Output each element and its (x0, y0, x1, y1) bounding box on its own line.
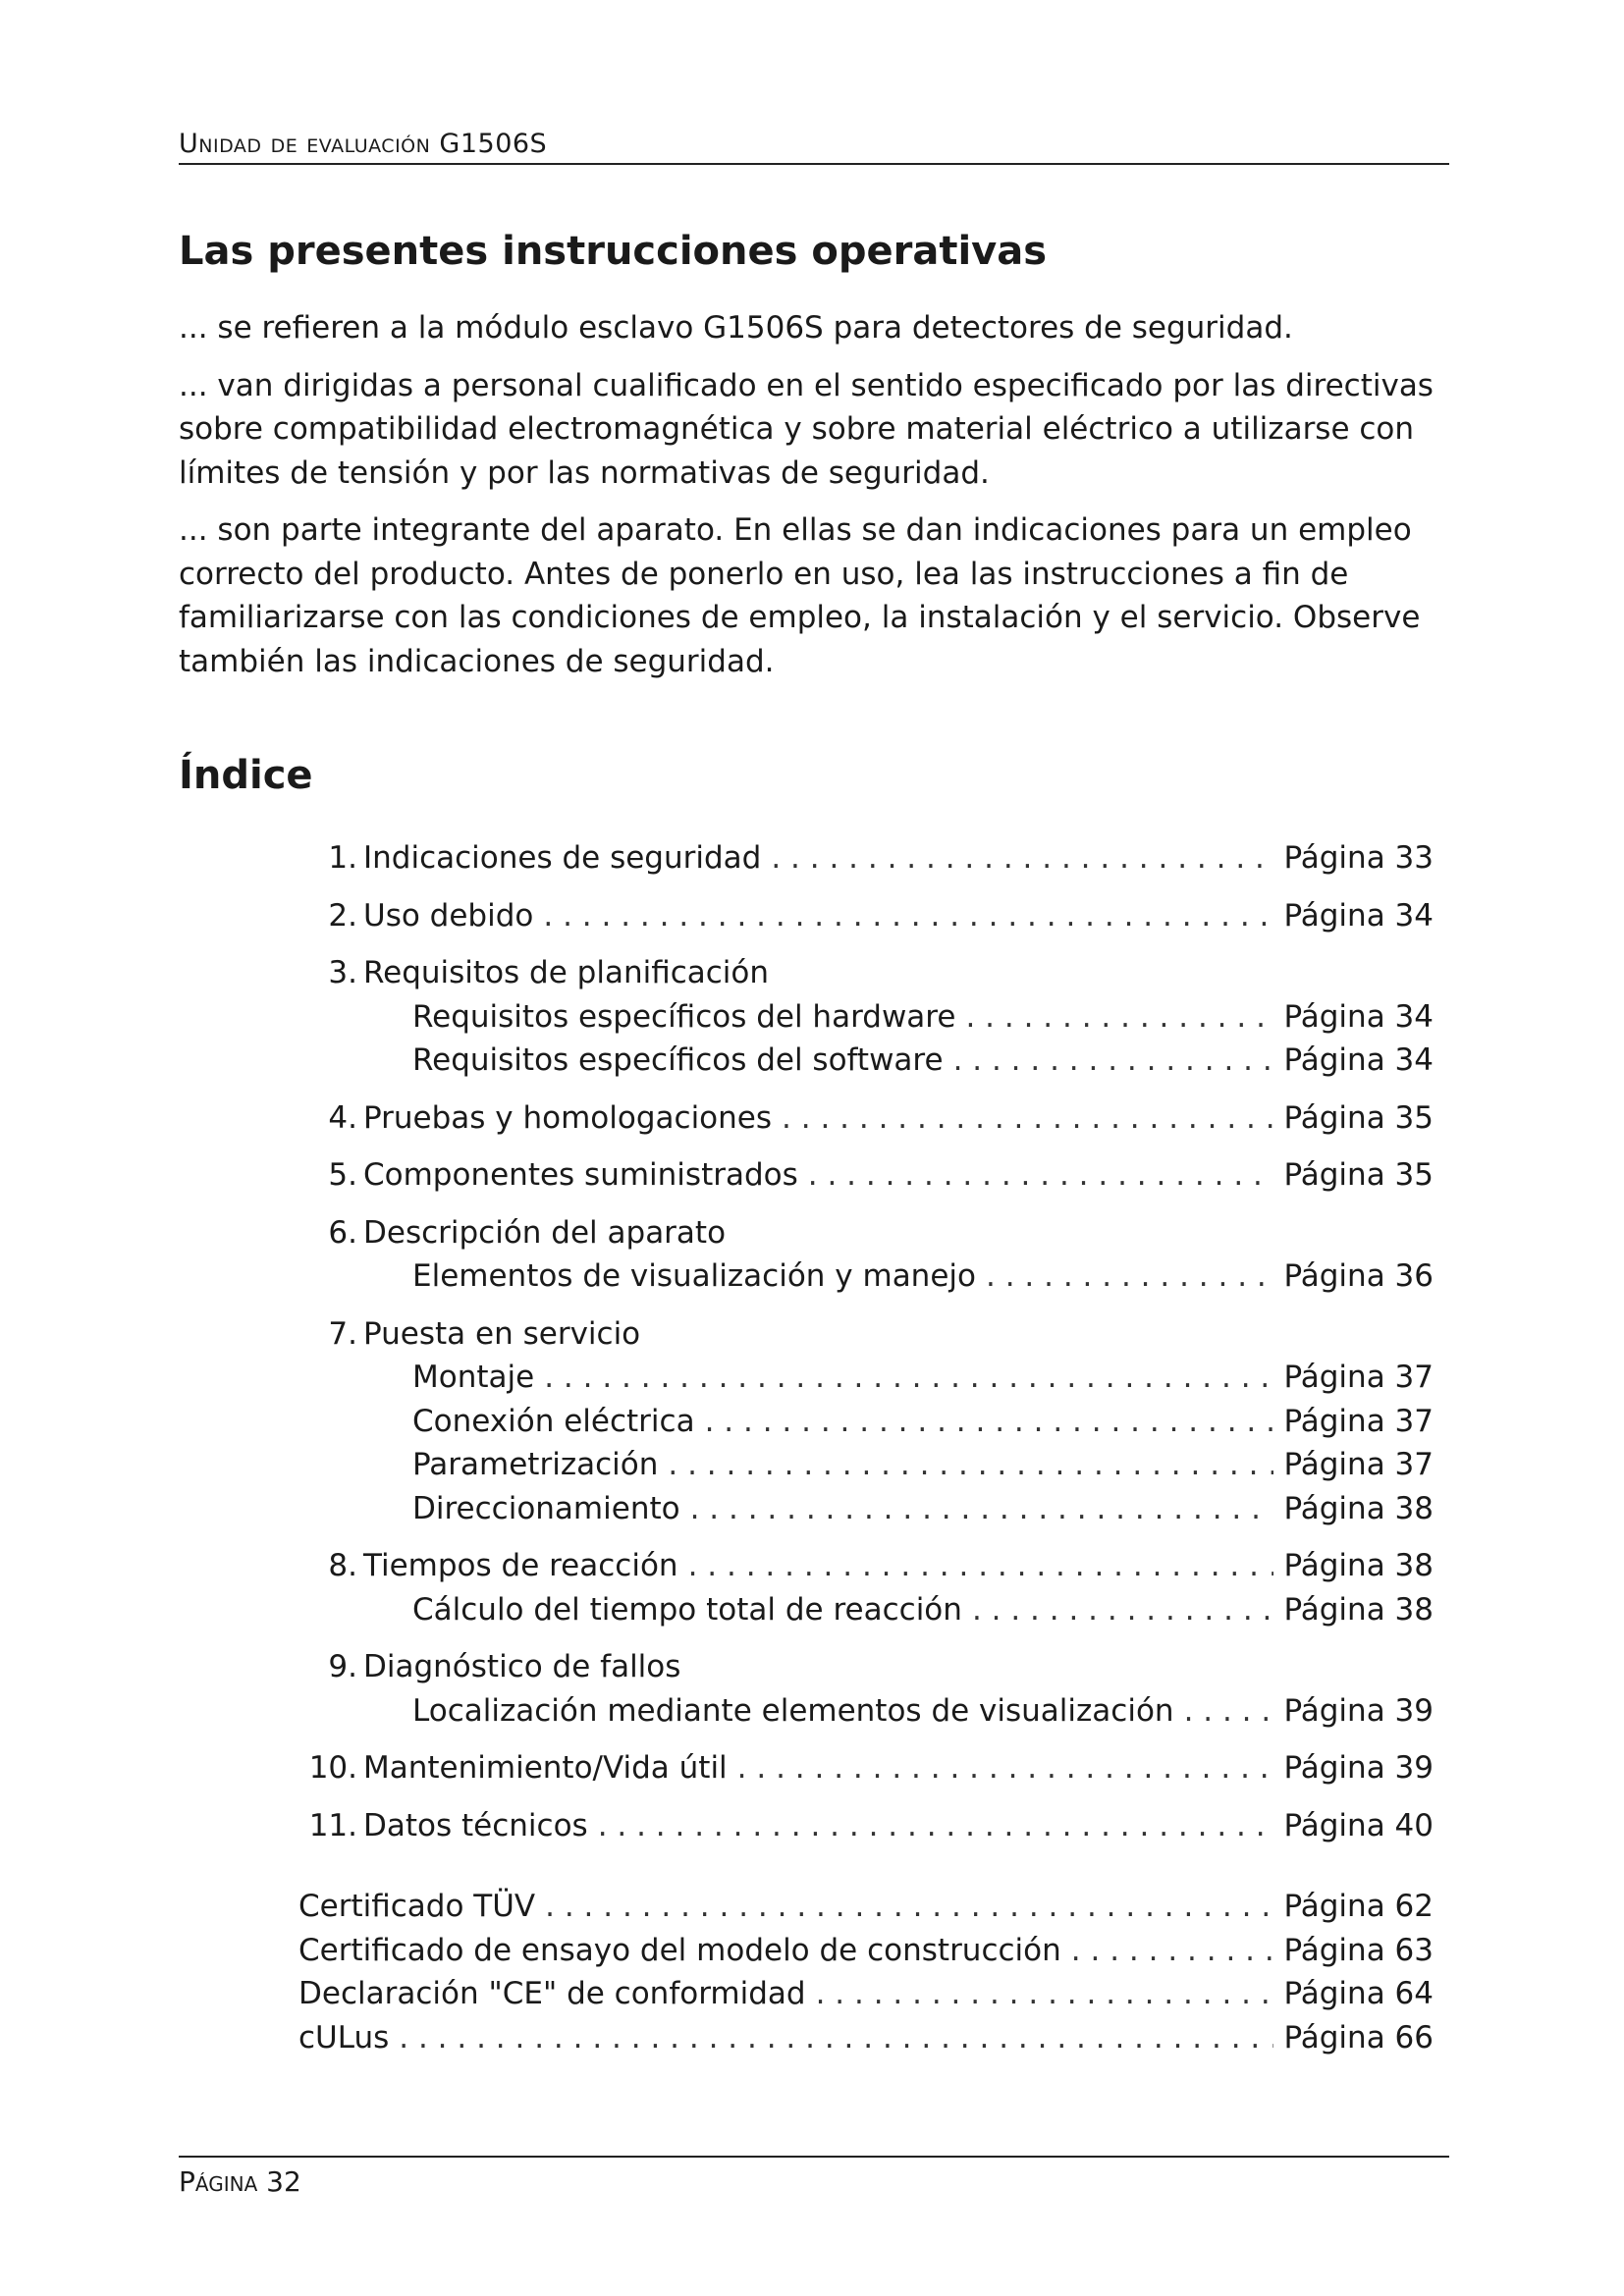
toc-entry-page: Página 40 (1283, 1807, 1434, 1843)
toc-entry-line (298, 1312, 1434, 1357)
toc-entry-label: Pruebas y homologaciones (363, 1099, 773, 1136)
toc-entry-label: Requisitos específicos del hardware (412, 998, 956, 1035)
toc-subentry (298, 995, 1434, 1040)
toc-appendix-entry (298, 2016, 1434, 2060)
toc-appendix-entry (298, 1972, 1434, 2016)
toc-entry-number: 8. (328, 1548, 357, 1583)
toc-entry-line (298, 894, 1434, 938)
toc-entry (298, 894, 1434, 938)
toc-entry-number: 3. (328, 955, 357, 990)
intro-paragraph: ... son parte integrante del aparato. En ellas se dan indicaciones para un empleo correcto del producto. Antes de ponerlo en uso, lea las instrucciones a fin de familiarizarse con las condiciones de empleo, la instalación y el servicio. Observe también las indicaciones de seguridad. (179, 512, 1421, 679)
toc-subentry (298, 1689, 1434, 1734)
toc-entry-number: 2. (328, 897, 357, 934)
toc-entry-number: 7. (328, 1315, 357, 1352)
toc-entry-page: Página 64 (1283, 1976, 1434, 2011)
toc-entry-page: Página 62 (1283, 1889, 1434, 1924)
toc-entry-line (298, 1746, 1434, 1790)
toc-leader-dots (965, 995, 1273, 1040)
toc-entry-line (298, 1544, 1434, 1588)
intro-paragraph: ... se refieren a la módulo esclavo G1506S para detectores de seguridad. (179, 310, 1293, 346)
toc-entry-page: Página 37 (1283, 1447, 1434, 1482)
table-of-contents (298, 836, 1434, 1861)
toc-entry (298, 951, 1434, 1083)
toc-entry-label: Parametrización (412, 1447, 659, 1482)
toc-entry-number: 11. (308, 1807, 357, 1843)
toc-entry-label: Montaje (412, 1360, 535, 1395)
toc-subentry (298, 1039, 1434, 1083)
toc-subentry (298, 1255, 1434, 1299)
toc-entry-page: Página 34 (1283, 1042, 1434, 1078)
toc-entry-label: Direccionamiento (412, 1490, 680, 1526)
toc-leader-dots (545, 1885, 1273, 1929)
toc-entry (298, 1153, 1434, 1198)
toc-leader-dots (808, 1153, 1274, 1198)
toc-entry-line (298, 1645, 1434, 1689)
toc-subentry (298, 1356, 1434, 1400)
toc-leader-dots (598, 1804, 1274, 1848)
toc-entry-line (298, 1211, 1434, 1255)
running-header (179, 129, 1449, 165)
toc-entry (298, 836, 1434, 881)
toc-leader-dots (1184, 1689, 1274, 1734)
toc-leader-dots (737, 1746, 1274, 1790)
toc-entry-label: Declaración "CE" de conformidad (298, 1976, 806, 2011)
toc-entry-label: Uso debido (363, 897, 534, 934)
toc-entry-number: 4. (328, 1099, 357, 1136)
toc-entry-line (298, 1153, 1434, 1198)
toc-entry-page: Página 33 (1283, 840, 1434, 876)
toc-entry-label: Mantenimiento/Vida útil (363, 1750, 728, 1786)
toc-entry-page: Página 38 (1283, 1490, 1434, 1526)
toc-entry-label: Indicaciones de seguridad (363, 840, 762, 876)
toc-entry-label: Certificado de ensayo del modelo de construcción (298, 1932, 1061, 1968)
toc-entry-number: 9. (328, 1649, 357, 1684)
toc-entry-label: cULus (298, 2019, 390, 2056)
toc-entry (298, 1211, 1434, 1299)
toc-appendix-entry (298, 1929, 1434, 1973)
toc-entry (298, 1746, 1434, 1790)
toc-entry-number: 10. (308, 1750, 357, 1786)
toc-entry-label: Diagnóstico de fallos (363, 1649, 681, 1684)
toc-leader-dots (543, 894, 1273, 938)
toc-entry-page: Página 35 (1283, 1157, 1434, 1193)
toc-entry-line (298, 951, 1434, 995)
toc-entry-label: Puesta en servicio (363, 1315, 641, 1352)
toc-entry-page: Página 34 (1283, 998, 1434, 1035)
toc-entry-label: Elementos de visualización y manejo (412, 1258, 976, 1294)
toc-entry-label: Componentes suministrados (363, 1157, 798, 1193)
running-footer (179, 2156, 1449, 2199)
toc-subentry (298, 1588, 1434, 1632)
toc-appendix-entry (298, 1885, 1434, 1929)
toc-entry-label: Cálculo del tiempo total de reacción (412, 1591, 962, 1628)
toc-entry-page: Página 37 (1283, 1360, 1434, 1395)
toc-subentry (298, 1443, 1434, 1487)
toc-entry-page: Página 39 (1283, 1692, 1434, 1729)
toc-entry-label: Descripción del aparato (363, 1214, 727, 1251)
toc-entry (298, 1312, 1434, 1531)
toc-entry (298, 1645, 1434, 1733)
toc-entry-label: Certificado TÜV (298, 1889, 536, 1924)
toc-leader-dots (399, 2016, 1273, 2060)
toc-leader-dots (986, 1255, 1273, 1299)
toc-entry-page: Página 37 (1283, 1403, 1434, 1439)
toc-entry (298, 1096, 1434, 1141)
toc-leader-dots (544, 1356, 1273, 1400)
toc-entry-page: Página 36 (1283, 1258, 1434, 1294)
toc-entry-number: 6. (328, 1214, 357, 1251)
toc-entry-label: Requisitos específicos del software (412, 1042, 944, 1078)
toc-entry-label: Datos técnicos (363, 1807, 588, 1843)
toc-entry-number: 1. (328, 840, 357, 876)
toc-leader-dots (816, 1972, 1274, 2016)
toc-leader-dots (1071, 1929, 1274, 1973)
toc-entry-page: Página 66 (1283, 2019, 1434, 2056)
toc-entry-page: Página 35 (1283, 1099, 1434, 1136)
toc-entry-label: Requisitos de planificación (363, 955, 770, 990)
toc-leader-dots (782, 1096, 1273, 1141)
toc-entry-label: Localización mediante elementos de visualización (412, 1692, 1174, 1729)
toc-entry-number: 5. (328, 1157, 357, 1193)
toc-entry-label: Tiempos de reacción (363, 1548, 678, 1583)
toc-entry-line (298, 1096, 1434, 1141)
toc-subentry (298, 1487, 1434, 1531)
toc-leader-dots (705, 1400, 1274, 1444)
toc-entry (298, 1804, 1434, 1848)
toc-entry-label: Conexión eléctrica (412, 1403, 695, 1439)
toc-appendix (298, 1885, 1434, 2059)
toc-subentry (298, 1400, 1434, 1444)
toc-entry-page: Página 38 (1283, 1591, 1434, 1628)
toc-leader-dots (688, 1544, 1274, 1588)
toc-entry (298, 1544, 1434, 1631)
toc-leader-dots (668, 1443, 1273, 1487)
toc-entry-line (298, 1804, 1434, 1848)
toc-leader-dots (771, 836, 1273, 881)
intro-title: Las presentes instrucciones operativas (179, 229, 1048, 274)
header-title: Unidad de evaluación G1506S (179, 129, 548, 159)
intro-body (179, 306, 1449, 697)
toc-entry-page: Página 39 (1283, 1750, 1434, 1786)
toc-entry-page: Página 38 (1283, 1548, 1434, 1583)
toc-leader-dots (972, 1588, 1274, 1632)
intro-paragraph: ... van dirigidas a personal cualificado en el sentido especificado por las directivas sobre compatibilidad electromagnética y sobre material eléctrico a utilizarse con límites de tensión y por las normativas de seguridad. (179, 367, 1434, 491)
footer-page-number: Página 32 (179, 2165, 301, 2198)
toc-entry-line (298, 836, 1434, 881)
toc-leader-dots (690, 1487, 1274, 1531)
index-title: Índice (179, 753, 313, 798)
toc-entry-page: Página 63 (1283, 1932, 1434, 1968)
toc-entry-page: Página 34 (1283, 897, 1434, 934)
toc-leader-dots (953, 1039, 1274, 1083)
